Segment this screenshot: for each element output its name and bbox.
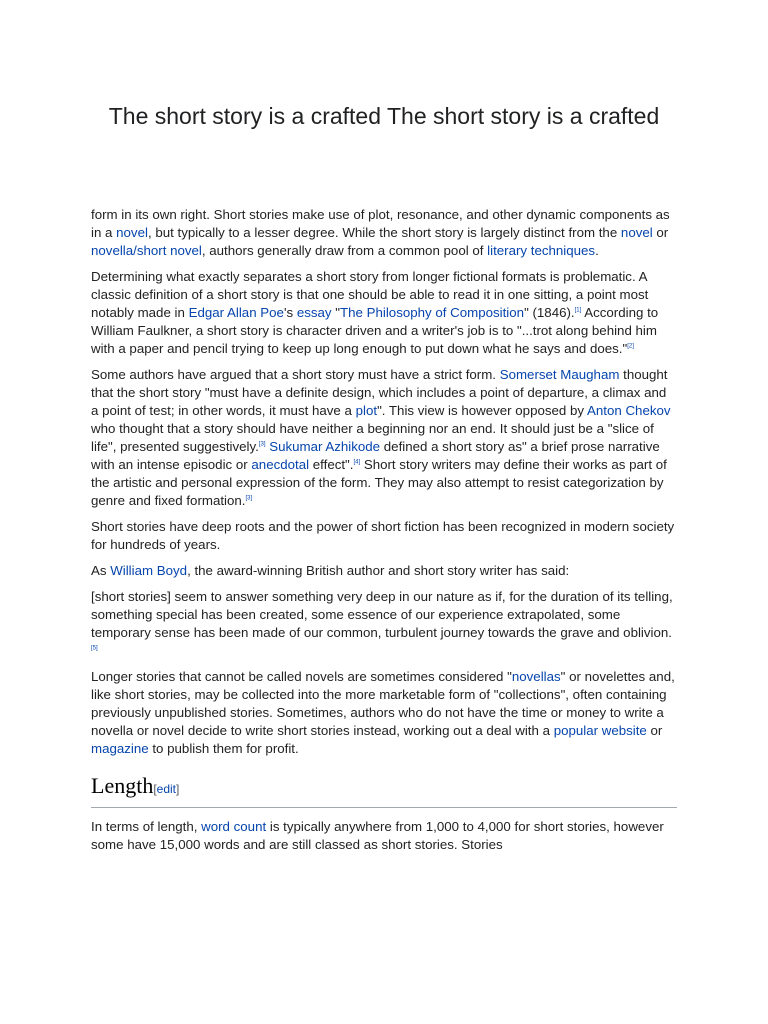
section-heading-length <box>91 772 677 808</box>
link-philosophy-of-composition[interactable]: The Philosophy of Composition <box>340 305 525 320</box>
text: is typically anywhere from 1,000 to 4,000 for short stories, however some have 15,000 words and are still classed as short stories. Stories <box>91 819 664 852</box>
link-novellas[interactable]: novellas <box>511 669 561 684</box>
text: ". This view is however opposed by <box>377 403 588 418</box>
text: Longer stories that cannot be called novels are sometimes considered " <box>91 669 512 684</box>
text: Some authors have argued that a short story must have a strict form. <box>91 367 500 382</box>
link-essay[interactable]: essay <box>296 305 332 320</box>
text: , but typically to a lesser degree. While the short story is largely distinct from the <box>147 225 621 240</box>
link-anecdotal[interactable]: anecdotal <box>251 457 310 472</box>
paragraph-definition <box>91 268 677 358</box>
section-heading-text: Length <box>91 773 154 798</box>
text: effect". <box>309 457 354 472</box>
text: , authors generally draw from a common pool of <box>201 243 488 258</box>
text: In terms of length, <box>91 819 202 834</box>
paragraph-william-boyd <box>91 562 677 580</box>
reference-3b[interactable]: [3] <box>245 495 253 502</box>
text: Short stories have deep roots and the power of short fiction has been recognized in modern society for hundreds of years. <box>91 519 675 552</box>
reference-4[interactable]: [4] <box>353 459 361 466</box>
reference-5[interactable]: [5] <box>91 645 98 652</box>
reference-1[interactable]: [1] <box>574 307 582 314</box>
text: who thought that a story should have neither a beginning nor an end. It should just be a "slice of life", presented suggestively. <box>91 421 654 454</box>
text: , the award-winning British author and short story writer has said: <box>187 563 570 578</box>
text: " (1846). <box>524 305 575 320</box>
link-magazine[interactable]: magazine <box>91 741 149 756</box>
text: Short story writers may define their works as part of the artistic and personal expression of the form. They may also attempt to resist categorization by genre and fixed formation. <box>91 457 667 508</box>
paragraph-form <box>91 206 677 260</box>
text: [short stories] seem to answer something very deep in our nature as if, for the duration of its telling, something special has been created, some essence of our experience extrapolated, some temporary sense has been made of our common, turbulent journey towards the grave and oblivion. <box>91 589 673 640</box>
text: According to William Faulkner, a short story is character driven and a writer's job is to "...trot along behind him with a paper and pencil trying to keep up long enough to put down what he says and does." <box>91 305 659 356</box>
edit-bracket-close: ] <box>176 782 180 796</box>
text: " or novelettes and, like short stories, may be collected into the more marketable form of "collections", often containing previously unpublished stories. Sometimes, authors who do not have the time or money to write a novella or novel decide to write short stories instead, working out a deal with a <box>91 669 675 738</box>
link-novella-short-novel[interactable]: novella/short novel <box>91 243 202 258</box>
text: to publish them for profit. <box>148 741 299 756</box>
edit-bracket-open: [ <box>153 782 157 796</box>
text: form in its own right. Short stories make use of plot, resonance, and other dynamic components as in a <box>91 207 670 240</box>
text: 's <box>283 305 297 320</box>
reference-3[interactable]: [3] <box>258 441 266 448</box>
paragraph-novellas <box>91 668 677 758</box>
link-somerset-maugham[interactable]: Somerset Maugham <box>499 367 620 382</box>
paragraph-deep-roots <box>91 518 677 554</box>
link-popular-website[interactable]: popular website <box>553 723 647 738</box>
article-body <box>91 206 677 862</box>
text: Determining what exactly separates a short story from longer fictional formats is problematic. A classic definition of a short story is that one should be able to read it in one sitting, a point most notably made in <box>91 269 649 320</box>
link-william-boyd[interactable]: William Boyd <box>110 563 188 578</box>
text: defined a short story as" a brief prose narrative with an intense episodic or <box>91 439 660 472</box>
link-anton-chekov[interactable]: Anton Chekov <box>587 403 671 418</box>
link-edgar-allan-poe[interactable]: Edgar Allan Poe <box>188 305 284 320</box>
link-literary-techniques[interactable]: literary techniques <box>487 243 596 258</box>
reference-2[interactable]: [2] <box>627 343 634 350</box>
text: or <box>652 225 669 240</box>
edit-link[interactable]: edit <box>156 782 177 796</box>
text: As <box>91 563 111 578</box>
paragraph-quote <box>91 588 677 660</box>
text: . <box>595 243 599 258</box>
link-sukumar-azhikode[interactable]: Sukumar Azhikode <box>269 439 381 454</box>
link-word-count[interactable]: word count <box>201 819 267 834</box>
text: or <box>646 723 663 738</box>
page-title: The short story is a crafted The short story is a crafted <box>108 103 660 129</box>
text: " <box>331 305 341 320</box>
link-novel[interactable]: novel <box>116 225 148 240</box>
paragraph-length <box>91 818 677 854</box>
link-novel-2[interactable]: novel <box>620 225 653 240</box>
text: thought that the short story "must have a definite design, which includes a point of departure, a climax and a point of test; in other words, it must have a <box>91 367 668 418</box>
link-plot[interactable]: plot <box>355 403 378 418</box>
paragraph-strict-form <box>91 366 677 510</box>
